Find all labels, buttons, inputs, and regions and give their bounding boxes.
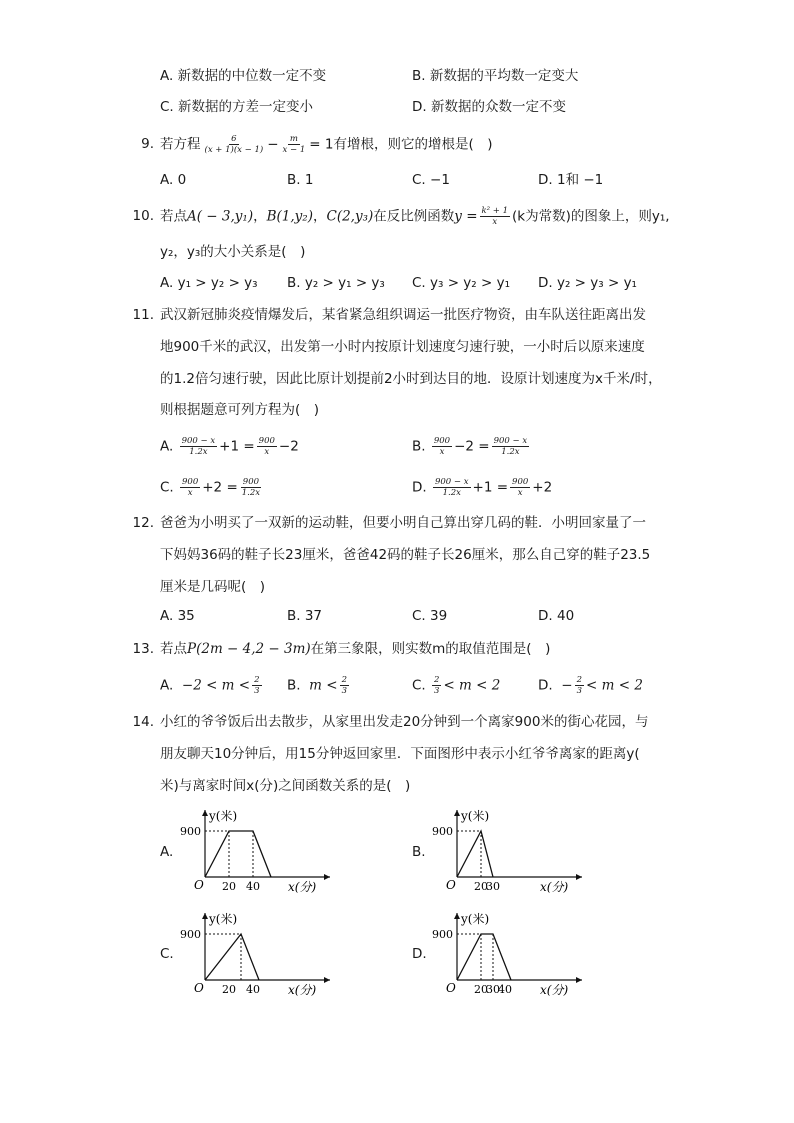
y-tick-label: 900: [432, 825, 453, 838]
x-tick-label: 30: [486, 880, 500, 893]
q10-option-d: D. y₂ > y₃ > y₁: [538, 275, 637, 291]
x-tick-label: 20: [474, 983, 488, 996]
graph-option-d: [430, 905, 590, 1001]
data-line: [205, 831, 271, 877]
x-tick-label: 40: [498, 983, 512, 996]
q13-option-d: D. − $\frac{2}{3}$ < m < 2: [538, 675, 643, 696]
q9-fraction-1: $\frac{6}{(x + 1)(x - 1)}$: [204, 134, 264, 155]
q12-option-b: B. 37: [287, 608, 323, 624]
q9-option-a: A. 0: [160, 172, 187, 188]
y-axis-arrow: [202, 913, 208, 919]
q12-option-d: D. 40: [538, 608, 575, 624]
q11-number: 11.: [132, 307, 154, 323]
x-axis-label: x(分): [540, 983, 569, 997]
x-axis-label: x(分): [288, 880, 317, 894]
q9-number: 9.: [141, 136, 154, 152]
y-axis-label: y(米): [209, 912, 238, 926]
origin-label: O: [194, 981, 204, 995]
q11-option-c: C. $\frac{900}{x}$ +2 = $\frac{900}{1.2x}$: [160, 477, 261, 498]
y-axis-label: y(米): [209, 809, 238, 823]
q10-number: 10.: [132, 208, 154, 224]
q13-option-b: B. m < $\frac{2}{3}$: [287, 675, 347, 696]
q12-option-c: C. 39: [412, 608, 448, 624]
x-axis-arrow: [324, 874, 330, 880]
q11-stem-line4: 则根据题意可列方程为( ): [160, 402, 320, 418]
y-axis-arrow: [454, 810, 460, 816]
x-tick-label: 20: [222, 880, 236, 893]
x-axis-arrow: [576, 874, 582, 880]
q10-option-a: A. y₁ > y₂ > y₃: [160, 275, 258, 291]
q9-fraction-2: $\frac{m}{x - 1}$: [282, 134, 306, 155]
y-axis-label: y(米): [461, 912, 490, 926]
q11-stem-line1: 武汉新冠肺炎疫情爆发后，某省紧急组织调运一批医疗物资，由车队送往距离出发: [160, 307, 646, 323]
q11-option-a: A. $\frac{900 - x}{1.2x}$ +1 = $\frac{900}{x}$ −2: [160, 436, 299, 457]
x-axis-arrow: [576, 977, 582, 983]
data-line: [457, 831, 493, 877]
q11-stem-line2: 地900千米的武汉，出发第一小时内按原计划速度匀速行驶，一小时后以原来速度: [160, 339, 645, 355]
q14-option-d-label: D.: [412, 946, 427, 962]
x-tick-label: 20: [474, 880, 488, 893]
origin-label: O: [446, 878, 456, 892]
q14-option-a-label: A.: [160, 844, 174, 860]
q9-stem: 若方程 $\frac{6}{(x + 1)(x - 1)}$ − $\frac{m}{x - 1}$ = 1有增根，则它的增根是( ): [160, 134, 493, 155]
y-axis-arrow: [454, 913, 460, 919]
q12-stem-line1: 爸爸为小明买了一双新的运动鞋，但要小明自己算出穿几码的鞋．小明回家量了一: [160, 515, 646, 531]
q12-stem-line3: 厘米是几码呢( ): [160, 579, 266, 595]
q11-stem-line3: 的1.2倍匀速行驶，因此比原计划提前2小时到达目的地．设原计划速度为x千米/时，: [160, 371, 662, 387]
q13-option-c: C. $\frac{2}{3}$ < m < 2: [412, 675, 501, 696]
q12-number: 12.: [132, 515, 154, 531]
q10-stem-line2: y₂，y₃的大小关系是( ): [160, 244, 306, 260]
y-tick-label: 900: [432, 928, 453, 941]
graph-option-a: [178, 802, 338, 898]
q8-option-b: B. 新数据的平均数一定变大: [412, 68, 579, 84]
x-axis-label: x(分): [288, 983, 317, 997]
x-axis-label: x(分): [540, 880, 569, 894]
q10-option-b: B. y₂ > y₁ > y₃: [287, 275, 385, 291]
x-tick-label: 40: [246, 880, 260, 893]
q13-stem: 若点P(2m − 4,2 − 3m)在第三象限，则实数m的取值范围是( ): [160, 641, 551, 657]
y-axis-arrow: [202, 810, 208, 816]
q14-option-b-label: B.: [412, 844, 426, 860]
x-axis-arrow: [324, 977, 330, 983]
q8-option-c: C. 新数据的方差一定变小: [160, 99, 314, 115]
q10-stem-line1: 若点A( − 3,y₁)，B(1,y₂)，C(2,y₃)在反比例函数y = $\frac{\text{k² + 1}}{x}$ (k为常数)的图象上，则y₁,: [160, 206, 670, 227]
y-tick-label: 900: [180, 928, 201, 941]
q11-option-d: D. $\frac{900 - x}{1.2x}$ +1 = $\frac{900}{x}$ +2: [412, 477, 553, 498]
q12-stem-line2: 下妈妈36码的鞋子长23厘米，爸爸42码的鞋子长26厘米，那么自己穿的鞋子23.5: [160, 547, 651, 563]
y-tick-label: 900: [180, 825, 201, 838]
q14-stem-line1: 小红的爷爷饭后出去散步，从家里出发走20分钟到一个离家900米的街心花园，与: [160, 714, 649, 730]
q8-option-a: A. 新数据的中位数一定不变: [160, 68, 327, 84]
origin-label: O: [446, 981, 456, 995]
x-tick-label: 20: [222, 983, 236, 996]
q9-option-b: B. 1: [287, 172, 314, 188]
q13-option-a: A. −2 < m < $\frac{2}{3}$: [160, 675, 260, 696]
q13-number: 13.: [132, 641, 154, 657]
data-line: [205, 934, 259, 980]
q14-stem-line2: 朋友聊天10分钟后，用15分钟返回家里．下面图形中表示小红爷爷离家的距离y(: [160, 746, 640, 762]
q11-option-b: B. $\frac{900}{x}$ −2 = $\frac{900 - x}{1.2x}$: [412, 436, 528, 457]
q8-option-d: D. 新数据的众数一定不变: [412, 99, 566, 115]
q14-number: 14.: [132, 714, 154, 730]
q12-option-a: A. 35: [160, 608, 195, 624]
origin-label: O: [194, 878, 204, 892]
q9-option-d: D. 1和 −1: [538, 172, 604, 188]
graph-option-b: [430, 802, 590, 898]
y-axis-label: y(米): [461, 809, 490, 823]
x-tick-label: 40: [246, 983, 260, 996]
q14-stem-line3: 米)与离家时间x(分)之间函数关系的是( ): [160, 778, 411, 794]
q9-option-c: C. −1: [412, 172, 450, 188]
q14-option-c-label: C.: [160, 946, 174, 962]
q10-fraction: $\frac{\text{k² + 1}}{x}$: [481, 206, 509, 227]
q10-option-c: C. y₃ > y₂ > y₁: [412, 275, 511, 291]
graph-option-c: [178, 905, 338, 1001]
data-line: [457, 934, 511, 980]
x-tick-label: 30: [486, 983, 500, 996]
